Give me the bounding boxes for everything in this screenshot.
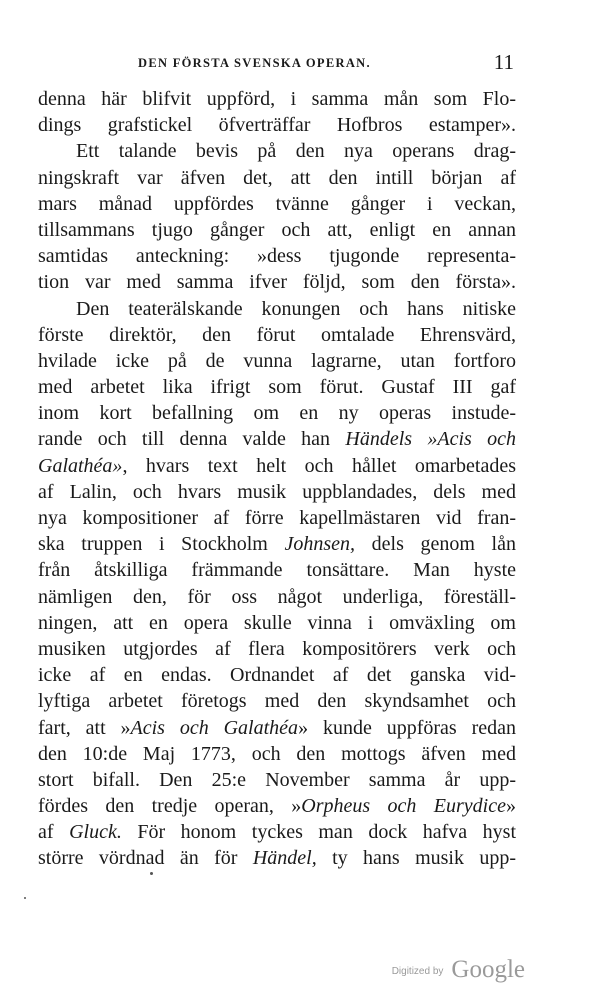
text-line: ningen, att en opera skulle vinna i omväxling om bbox=[38, 611, 516, 634]
text-line: stort bifall. Den 25:e November samma år upp- bbox=[38, 768, 516, 791]
text-line: samtidas anteckning: »dess tjugonde representa- bbox=[38, 245, 516, 268]
text-line: Ett talande bevis på den nya operans drag- bbox=[76, 140, 516, 163]
page-header bbox=[38, 50, 516, 76]
text-line: nämligen den, för oss något underliga, föreställ- bbox=[38, 585, 516, 608]
text-line: musiken utgjordes af flera kompositörers verk och bbox=[38, 637, 516, 660]
text-line: denna här blifvit uppförd, i samma mån som Flo- bbox=[38, 88, 516, 110]
text-line: Den teaterälskande konungen och hans nitiske bbox=[76, 297, 516, 320]
body-text bbox=[38, 86, 516, 872]
text-line: Galathéa», hvars text helt och hållet omarbetades bbox=[38, 454, 516, 477]
text-line: större vördnad än för Händel, ty hans musik upp- bbox=[38, 847, 516, 870]
digitized-label: Digitized by bbox=[391, 966, 444, 977]
text-line: med arbetet lika ifrigt som förut. Gustaf III gaf bbox=[38, 376, 516, 399]
text-line: lyftiga arbetet företogs med den skyndsamhet och bbox=[38, 690, 516, 713]
text-line: fördes den tredje operan, »Orpheus och Eurydice» bbox=[38, 795, 516, 818]
text-line: den 10:de Maj 1773, och den mottogs äfven med bbox=[38, 742, 516, 765]
google-logo: Google bbox=[451, 956, 525, 983]
text-line: af Gluck. För honom tyckes man dock hafva hyst bbox=[38, 821, 516, 844]
text-line: hvilade icke på de vunna lagrarne, utan fortforo bbox=[38, 349, 516, 372]
text-line: tion var med samma ifver följd, som den första». bbox=[38, 271, 516, 294]
text-line: rande och till denna valde han Händels »Acis och bbox=[38, 428, 516, 451]
text-line: nya kompositioner af förre kapellmästaren vid fran- bbox=[38, 507, 516, 529]
text-line: mars månad uppfördes tvänne gånger i veckan, bbox=[38, 192, 516, 215]
text-line: förste direktör, den förut omtalade Ehrensvärd, bbox=[38, 323, 516, 346]
digitized-by-google bbox=[392, 956, 525, 984]
text-line: ska truppen i Stockholm Johnsen, dels genom lån bbox=[38, 533, 516, 556]
text-line: från åtskilliga främmande tonsättare. Man hyste bbox=[38, 559, 516, 582]
text-line: inom kort befallning om en ny operas instude- bbox=[38, 402, 516, 425]
running-head: DEN FÖRSTA SVENSKA OPERAN. bbox=[138, 56, 371, 70]
text-line: af Lalin, och hvars musik uppblandades, dels med bbox=[38, 480, 516, 503]
text-line: dings grafstickel öfverträffar Hofbros estamper». bbox=[38, 114, 516, 137]
text-line: ningskraft var äfven det, att den intill början af bbox=[38, 166, 516, 189]
print-speck bbox=[24, 897, 26, 899]
print-speck bbox=[150, 872, 153, 875]
text-line: fart, att »Acis och Galathéa» kunde uppföras redan bbox=[38, 716, 516, 739]
text-line: tillsammans tjugo gånger och att, enligt en annan bbox=[38, 218, 516, 241]
page-number: 11 bbox=[493, 50, 514, 74]
text-line: icke af en endas. Ordnandet af det ganska vid- bbox=[38, 664, 516, 687]
